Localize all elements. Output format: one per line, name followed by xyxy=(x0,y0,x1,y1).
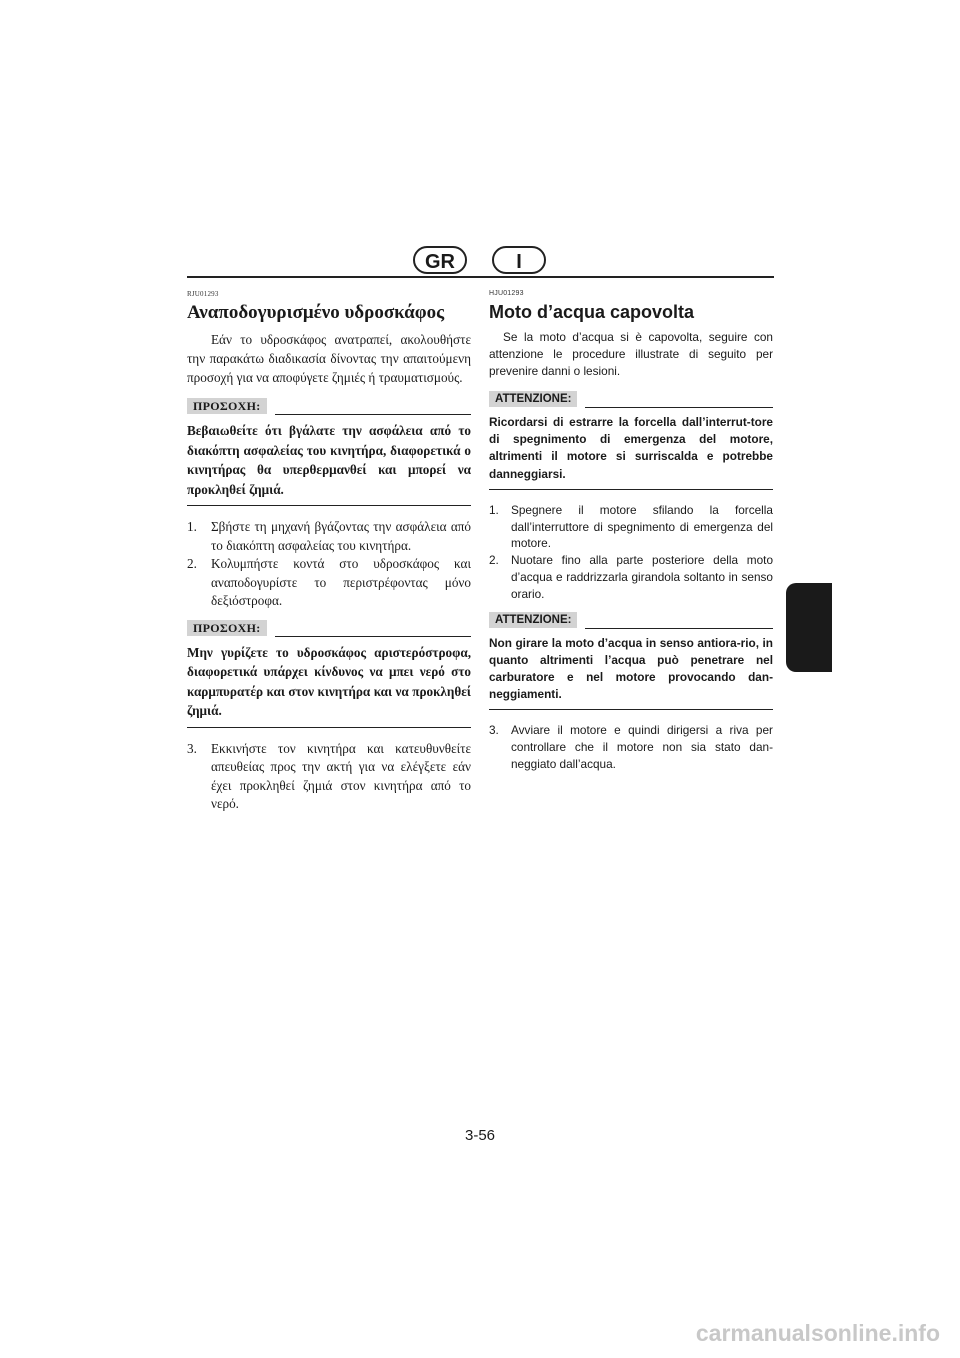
caution-box xyxy=(187,397,471,506)
section-code: HJU01293 xyxy=(489,290,524,297)
page-header xyxy=(187,246,774,278)
caution-rule xyxy=(585,407,773,408)
steps-list xyxy=(489,502,773,603)
header-rule xyxy=(187,276,774,278)
section-title: Αναποδογυρισμένο υδροσκάφος xyxy=(187,302,445,323)
section-code: RJU01293 xyxy=(187,290,219,298)
caution-label: ATTENZIONE: xyxy=(489,612,577,628)
watermark: carmanualsonline.info xyxy=(695,1320,940,1346)
list-item: 2. Nuotare fino alla parte posteriore della moto d’acqua e raddrizzarla girandola soltanto in senso orario. xyxy=(489,553,773,601)
intro-paragraph: Se la moto d’acqua si è capovolta, seguire con attenzione le procedure illustrate di seguito per prevenire danni o lesioni. xyxy=(489,330,773,378)
caution-box xyxy=(489,390,773,490)
greek-column xyxy=(187,290,471,822)
page-number: 3-56 xyxy=(464,1127,496,1144)
steps-list xyxy=(187,518,471,611)
caution-label: ΠΡΟΣΟΧΗ: xyxy=(187,398,267,414)
list-item: 3. Εκκινήστε τον κινητήρα και κατευθυνθείτε απευθείας προς την ακτή για να ελέγξετε εάν έχει προκληθεί ζημιά στον κινητήρα από το νερό. xyxy=(187,740,471,811)
caution-rule xyxy=(275,414,471,415)
italian-column xyxy=(489,290,773,781)
caution-box xyxy=(187,619,471,728)
steps-list xyxy=(187,740,471,814)
list-item: 3. Avviare il motore e quindi dirigersi a riva per controllare che il motore non sia stato dan-neggiato dall’acqua. xyxy=(489,723,773,771)
list-item: 2. Κολυμπήστε κοντά στο υδροσκάφος και αναποδογυρίστε το περιστρέφοντας μόνο δεξιόστροφα. xyxy=(187,556,471,608)
caution-text: Non girare la moto d’acqua in senso antiora-rio, in quanto altrimenti l’acqua può penetrare nel carburatore e nel motore provocando dan-neggiamenti. xyxy=(489,635,773,711)
caution-rule xyxy=(275,636,471,637)
caution-text: Ricordarsi di estrarre la forcella dall’interrut-tore di spegnimento di emergenza del motore, altrimenti il motore si surriscalda e potrebbe danneggiarsi. xyxy=(489,414,773,490)
list-item: 1. Σβήστε τη μηχανή βγάζοντας την ασφάλεια από το διακόπτη ασφαλείας του κινητήρα. xyxy=(187,519,471,553)
chapter-side-tab xyxy=(786,583,832,672)
caution-label: ATTENZIONE: xyxy=(489,391,577,407)
language-badge-gr: GR xyxy=(413,246,467,274)
list-item: 1. Spegnere il motore sfilando la forcella dall’interruttore di spegnimento di emergenza del motore. xyxy=(489,502,773,551)
steps-list xyxy=(489,722,773,772)
caution-label: ΠΡΟΣΟΧΗ: xyxy=(187,620,267,636)
caution-text: Βεβαιωθείτε ότι βγάλατε την ασφάλεια από το διακόπτη ασφαλείας του κινητήρα, διαφορετικά ο κινητήρας θα υπερθερμανθεί και μπορεί να προκληθεί ζημιά. xyxy=(187,421,471,506)
language-badge-i: I xyxy=(492,246,546,274)
caution-text: Μην γυρίζετε το υδροσκάφος αριστερόστροφα, διαφορετικά υπάρχει κίνδυνος να μπει νερό στο καρμπυρατέρ και στον κινητήρα και να προκληθεί ζημιά. xyxy=(187,643,471,728)
caution-rule xyxy=(585,628,773,629)
caution-box xyxy=(489,611,773,711)
intro-paragraph: Εάν το υδροσκάφος ανατραπεί, ακολουθήστε την παρακάτω διαδικασία δίνοντας την απαιτούμενη προσοχή για να αποφύγετε ζημιές ή τραυματισμούς. xyxy=(187,332,471,385)
section-title: Moto d’acqua capovolta xyxy=(489,302,695,322)
